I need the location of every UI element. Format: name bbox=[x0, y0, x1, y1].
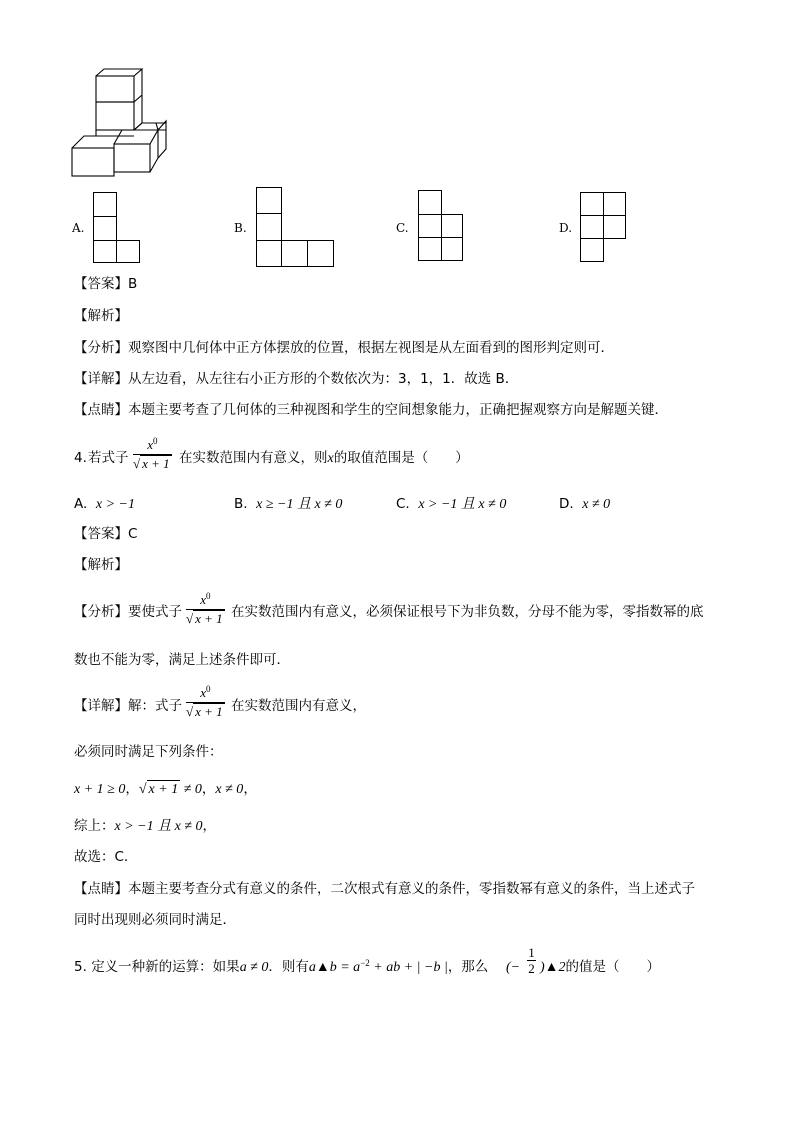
q3-xiangjie bbox=[74, 370, 518, 388]
q5-stem-pre: 定义一种新的运算：如果 bbox=[91, 959, 240, 975]
stem-end: 的取值范围是（ ） bbox=[333, 450, 469, 466]
frac-den: x + 1 bbox=[142, 456, 170, 471]
expr-num: 1 bbox=[528, 945, 535, 960]
q4-summary bbox=[74, 817, 216, 836]
frac-num: x bbox=[147, 437, 153, 452]
q4-number: 4. bbox=[74, 450, 87, 466]
q5-expr-tail bbox=[540, 958, 660, 977]
q4-fenxi-line2: 数也不能为零，满足上述条件即可． bbox=[74, 652, 290, 668]
q4-stem-post bbox=[179, 449, 469, 468]
q4-dianjing-line1 bbox=[74, 880, 695, 898]
q4-option-c[interactable] bbox=[396, 495, 506, 514]
sep: ， bbox=[201, 781, 216, 797]
q4-xiangjie-post: 在实数范围内有意义， bbox=[231, 698, 366, 714]
q5-stem-end: 的值是（ ） bbox=[565, 959, 661, 975]
q3-analysis-tag: 【解析】 bbox=[74, 308, 128, 324]
option-label: D. bbox=[559, 496, 574, 512]
option-d-label[interactable]: D. bbox=[559, 221, 573, 235]
fenxi-tag: 【分析】 bbox=[74, 340, 128, 356]
option-label: C. bbox=[396, 496, 410, 512]
q4-conditions bbox=[74, 780, 257, 799]
q3-dianjing bbox=[74, 401, 668, 419]
dianjing-tag: 【点睛】 bbox=[74, 402, 128, 418]
frac-num-exp: 0 bbox=[205, 684, 211, 694]
q4-analysis-tag: 【解析】 bbox=[74, 557, 128, 573]
frac-num: x bbox=[200, 592, 206, 607]
q4-xiangjie-pre bbox=[74, 697, 182, 715]
q4-fenxi-pre bbox=[74, 603, 182, 621]
q5-stem bbox=[74, 958, 488, 977]
q5-number: 5. bbox=[74, 959, 87, 975]
q4-option-a[interactable] bbox=[74, 495, 135, 514]
answer-value: C bbox=[128, 526, 138, 542]
q4-xiangjie-fraction: $x^0$ √ x + 1 bbox=[186, 684, 223, 719]
frac-num: x bbox=[200, 685, 206, 700]
q4-choose: 故选：C． bbox=[74, 849, 138, 865]
expr-den: 2 bbox=[528, 961, 535, 976]
q5-expr-open bbox=[506, 958, 520, 977]
formula-rest: + ab + | −b | bbox=[369, 960, 448, 975]
xiangjie-tag: 【详解】 bbox=[74, 698, 128, 714]
cond-2-rad: x + 1 bbox=[148, 782, 179, 797]
q4-fenxi-fraction: $x^0$ √ x + 1 bbox=[186, 591, 223, 626]
q4-stem-fraction: $x^0$ √ x + 1 bbox=[133, 436, 170, 471]
frac-num-exp: 0 bbox=[152, 436, 158, 446]
expr-close: )▲2 bbox=[540, 960, 566, 975]
cube-solid-figure bbox=[70, 66, 170, 178]
sep: ， bbox=[202, 818, 217, 834]
formula-base: a▲b = a bbox=[308, 960, 361, 975]
frac-den: x + 1 bbox=[195, 611, 223, 626]
option-b-label[interactable]: B. bbox=[234, 221, 247, 235]
summary-label: 综上： bbox=[74, 818, 115, 834]
option-text: x ≠ 0 bbox=[582, 497, 611, 512]
fenxi-pre: 要使式子 bbox=[128, 604, 182, 620]
option-a-label[interactable]: A. bbox=[72, 221, 85, 235]
cond-1: x + 1 ≥ 0 bbox=[74, 782, 126, 797]
answer-tag: 【答案】 bbox=[74, 276, 128, 292]
q5-half-fraction bbox=[527, 945, 536, 977]
option-label: A. bbox=[74, 496, 88, 512]
answer-value: B bbox=[128, 276, 138, 292]
q4-option-d[interactable] bbox=[559, 495, 610, 514]
q4-option-b[interactable] bbox=[234, 495, 342, 514]
q4-cond-title: 必须同时满足下列条件： bbox=[74, 744, 223, 760]
q3-fenxi bbox=[74, 339, 614, 357]
dianjing-tag: 【点睛】 bbox=[74, 881, 128, 897]
xiangjie-text: 从左边看，从左往右小正方形的个数依次为：3，1，1．故选 B． bbox=[128, 371, 519, 387]
frac-num-exp: 0 bbox=[205, 591, 211, 601]
dianjing-text: 本题主要考查了几何体的三种视图和学生的空间想象能力，正确把握观察方向是解题关键． bbox=[128, 402, 668, 418]
stem-post: 在实数范围内有意义，则 bbox=[179, 450, 328, 466]
xiangjie-tag: 【详解】 bbox=[74, 371, 128, 387]
option-label: B. bbox=[234, 496, 248, 512]
cond-2: √ x + 1 ≠ 0 bbox=[138, 782, 202, 797]
summary-value: x > −1 且 x ≠ 0 bbox=[114, 819, 203, 834]
formula-exp: −2 bbox=[360, 958, 370, 968]
fenxi-tag: 【分析】 bbox=[74, 604, 128, 620]
answer-tag: 【答案】 bbox=[74, 526, 128, 542]
cond-2-tail: ≠ 0 bbox=[183, 782, 202, 797]
dianjing-line1: 本题主要考查分式有意义的条件，二次根式有意义的条件，零指数幂有意义的条件，当上述式子 bbox=[128, 881, 695, 897]
q4-fenxi-post: 在实数范围内有意义，必须保证根号下为非负数，分母不能为零，零指数幂的底 bbox=[231, 604, 704, 620]
q4-stem-pre: 若式子 bbox=[88, 450, 129, 466]
q4-dianjing-line2: 同时出现则必须同时满足． bbox=[74, 912, 236, 928]
q5-then: ，那么 bbox=[447, 959, 489, 975]
q5-mid: ．则有 bbox=[268, 959, 309, 975]
option-text: x ≥ −1 且 x ≠ 0 bbox=[256, 497, 343, 512]
q5-cond: a ≠ 0 bbox=[239, 960, 269, 975]
stem-var: x bbox=[327, 451, 334, 466]
q5-formula bbox=[309, 960, 448, 975]
frac-den: x + 1 bbox=[195, 704, 223, 719]
expr-open: (− bbox=[506, 960, 521, 975]
fenxi-text: 观察图中几何体中正方体摆放的位置，根据左视图是从左面看到的图形判定则可． bbox=[128, 340, 614, 356]
cond-3: x ≠ 0 bbox=[215, 782, 244, 797]
option-c-label[interactable]: C. bbox=[396, 221, 409, 235]
q4-answer bbox=[74, 525, 137, 543]
option-text: x > −1 且 x ≠ 0 bbox=[418, 497, 507, 512]
sep: ， bbox=[125, 781, 139, 797]
xiangjie-pre: 解：式子 bbox=[128, 698, 182, 714]
q3-answer bbox=[74, 275, 137, 293]
option-text: x > −1 bbox=[95, 497, 135, 512]
sep: ， bbox=[243, 781, 257, 797]
